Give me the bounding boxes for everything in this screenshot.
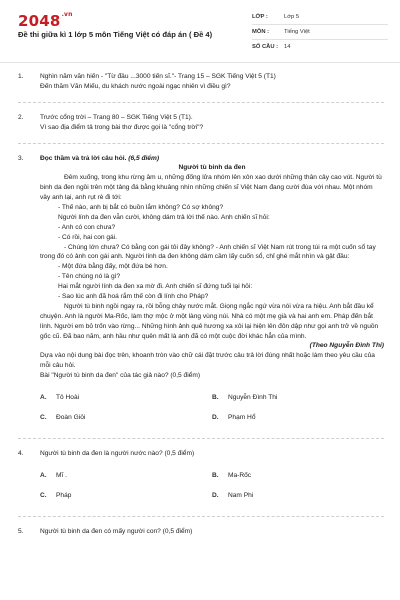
story-source: (Theo Nguyễn Đình Thi) [309,342,384,350]
meta-label: SỐ CÂU : [252,43,279,50]
option-text: Mĩ . [56,471,67,479]
option-text: Pháp [56,491,72,499]
story-title: Người tù binh da đen [178,164,246,172]
option-letter: D. [212,491,219,499]
story-line: - Một đứa bằng đấy, một đứa bé hơn. [58,263,168,271]
answer-option-c[interactable] [40,408,212,428]
question-text: Bài "Người tù binh da đen" của tác giả nào? (0,5 điểm) [40,372,201,380]
question-text: Nghìn năm văn hiến - "Từ đầu ...3000 tiến sĩ."- Trang 15 – SGK Tiếng Việt 5 (T1) [40,73,276,80]
question-text: Người tù binh da đen là người nước nào? (0,5 điểm) [40,450,195,458]
meta-value: Tiếng Việt [284,28,310,35]
story-paragraph: Người tù binh ngồi ngay ra, rồi bỗng chảy nước mắt. Giọng ngắc ngứ vừa nói vừa ra hiệu. Anh bắt đầu kể chuyện. Anh là người Ma-Rốc, làm thợ mộc ở một làng vùng núi. Nhà có một mẹ già và hai anh em. Pháp đến bắt lính. Người em bỏ trốn vào rừng... Những hình ảnh quê hương xa xôi lại hiện lên đôn dập như gọi anh trở về nguồn gốc cũ. Đã bao năm, anh hầu như quên mất là anh đã có một cuộc đời khác hẳn của mình. [40,302,379,340]
answer-option-d[interactable] [212,486,384,506]
question-3 [18,154,384,428]
story-line: - Thế nào, anh bị bắt có buồn lắm không? Có sợ không? [58,204,224,212]
exam-meta-table [252,10,388,54]
answer-option-b[interactable] [212,388,384,408]
question-instruction [40,154,384,164]
option-letter: C. [40,491,47,499]
option-letter: B. [212,394,219,402]
answer-option-c[interactable] [40,486,212,506]
question-divider [18,516,384,517]
story-line: - Tên chúng nó là gì? [58,273,121,281]
option-letter: A. [40,471,47,479]
question-2 [18,113,384,133]
instruction-points: (6,5 điểm) [128,154,160,162]
option-text: Nam Phi [228,491,254,499]
question-number: 4. [18,450,24,458]
answer-option-b[interactable] [212,466,384,486]
question-number: 1. [18,73,24,80]
question-1 [18,72,384,92]
story-paragraph: Đêm xuống, trong khu rừng âm u, những đống lửa nhóm lên xôn xao dưới những thân cây cao vút. Người tù binh da đen ngồi trên một tảng đá bằng khuâng nhìn những chiến sĩ Việt Nam đang cười đùa với nhau. Một nhóm vây anh lại, anh rụt rè đi tới: [40,174,382,202]
meta-value: 14 [284,43,291,50]
story-line: Hai mắt người lính da đen xa mờ đi. Anh chiến sĩ đứng tuổi lại hỏi: [58,283,253,291]
meta-value: Lớp 5 [284,13,300,20]
option-text: Đoàn Giỏi [56,414,86,422]
question-4 [18,449,384,506]
story-line: Người lính da đen vẫn cười, không dám trả lời thế nào. Anh chiến sĩ hỏi: [58,213,270,221]
option-letter: D. [212,414,219,422]
meta-label: MÔN : [252,28,270,35]
answer-options [40,466,384,506]
option-text: Phạm Hổ [228,414,256,422]
question-divider [18,143,384,144]
option-text: Nguyễn Đình Thi [228,394,278,402]
story-line: - Anh có con chưa? [58,223,116,231]
meta-row-question-count [252,40,388,54]
question-divider [18,438,384,439]
option-text: Ma-Rốc [228,471,252,479]
answer-options [40,388,384,428]
option-letter: B. [212,471,219,479]
exam-header [0,0,400,63]
question-text: Vì sao địa điểm tả trong bài thơ được gọi là "cổng trời"? [40,123,204,131]
question-text: Người tù binh da đen có mấy người con? (0,5 điểm) [40,527,193,535]
answer-option-a[interactable] [40,466,212,486]
question-number: 2. [18,113,24,121]
answer-option-d[interactable] [212,408,384,428]
logo-suffix: .vn [61,11,73,18]
question-directions: Dựa vào nội dung bài đọc trên, khoanh tròn vào chữ cái đặt trước câu trả lời đúng nhất hoặc làm theo yêu cầu của mỗi câu hỏi. [40,352,375,370]
question-5 [18,527,384,537]
exam-title: Đề thi giữa kì 1 lớp 5 môn Tiếng Việt có đáp án ( Đề 4) [18,30,213,39]
meta-row-class [252,10,388,25]
option-letter: A. [40,394,47,402]
question-number: 5. [18,527,24,535]
story-line: - Sao lúc anh đã hoá rắm thế còn đi lính cho Pháp? [58,293,209,301]
question-divider [18,102,384,103]
option-letter: C. [40,414,47,422]
meta-label: LỚP : [252,13,268,20]
meta-row-subject [252,25,388,40]
logo-text: 2048 [18,12,61,30]
question-text: Đến thăm Văn Miếu, du khách nước ngoài ngạc nhiên vì điều gì? [40,82,231,90]
answer-option-a[interactable] [40,388,212,408]
question-number: 3. [18,154,24,162]
option-text: Tô Hoài [56,394,80,402]
story-line: - Có rồi, hai con gái. [58,233,118,241]
question-text: Trước cổng trời – Trang 80 – SGK Tiếng Việt 5 (T1). [40,113,193,121]
exam-content [18,72,384,537]
instruction-text: Đọc thầm và trả lời câu hỏi. [40,154,127,162]
story-paragraph: - Chúng lớn chưa? Có bằng con gái tôi đây không? - Anh chiến sĩ Việt Nam rút trong túi ra một cuốn sổ tay trong đó có ảnh con gái anh. Người lính da đen không dám cầm lấy cuốn sổ, chỉ ghé mắt nhìn và gật đầu: [40,243,376,261]
